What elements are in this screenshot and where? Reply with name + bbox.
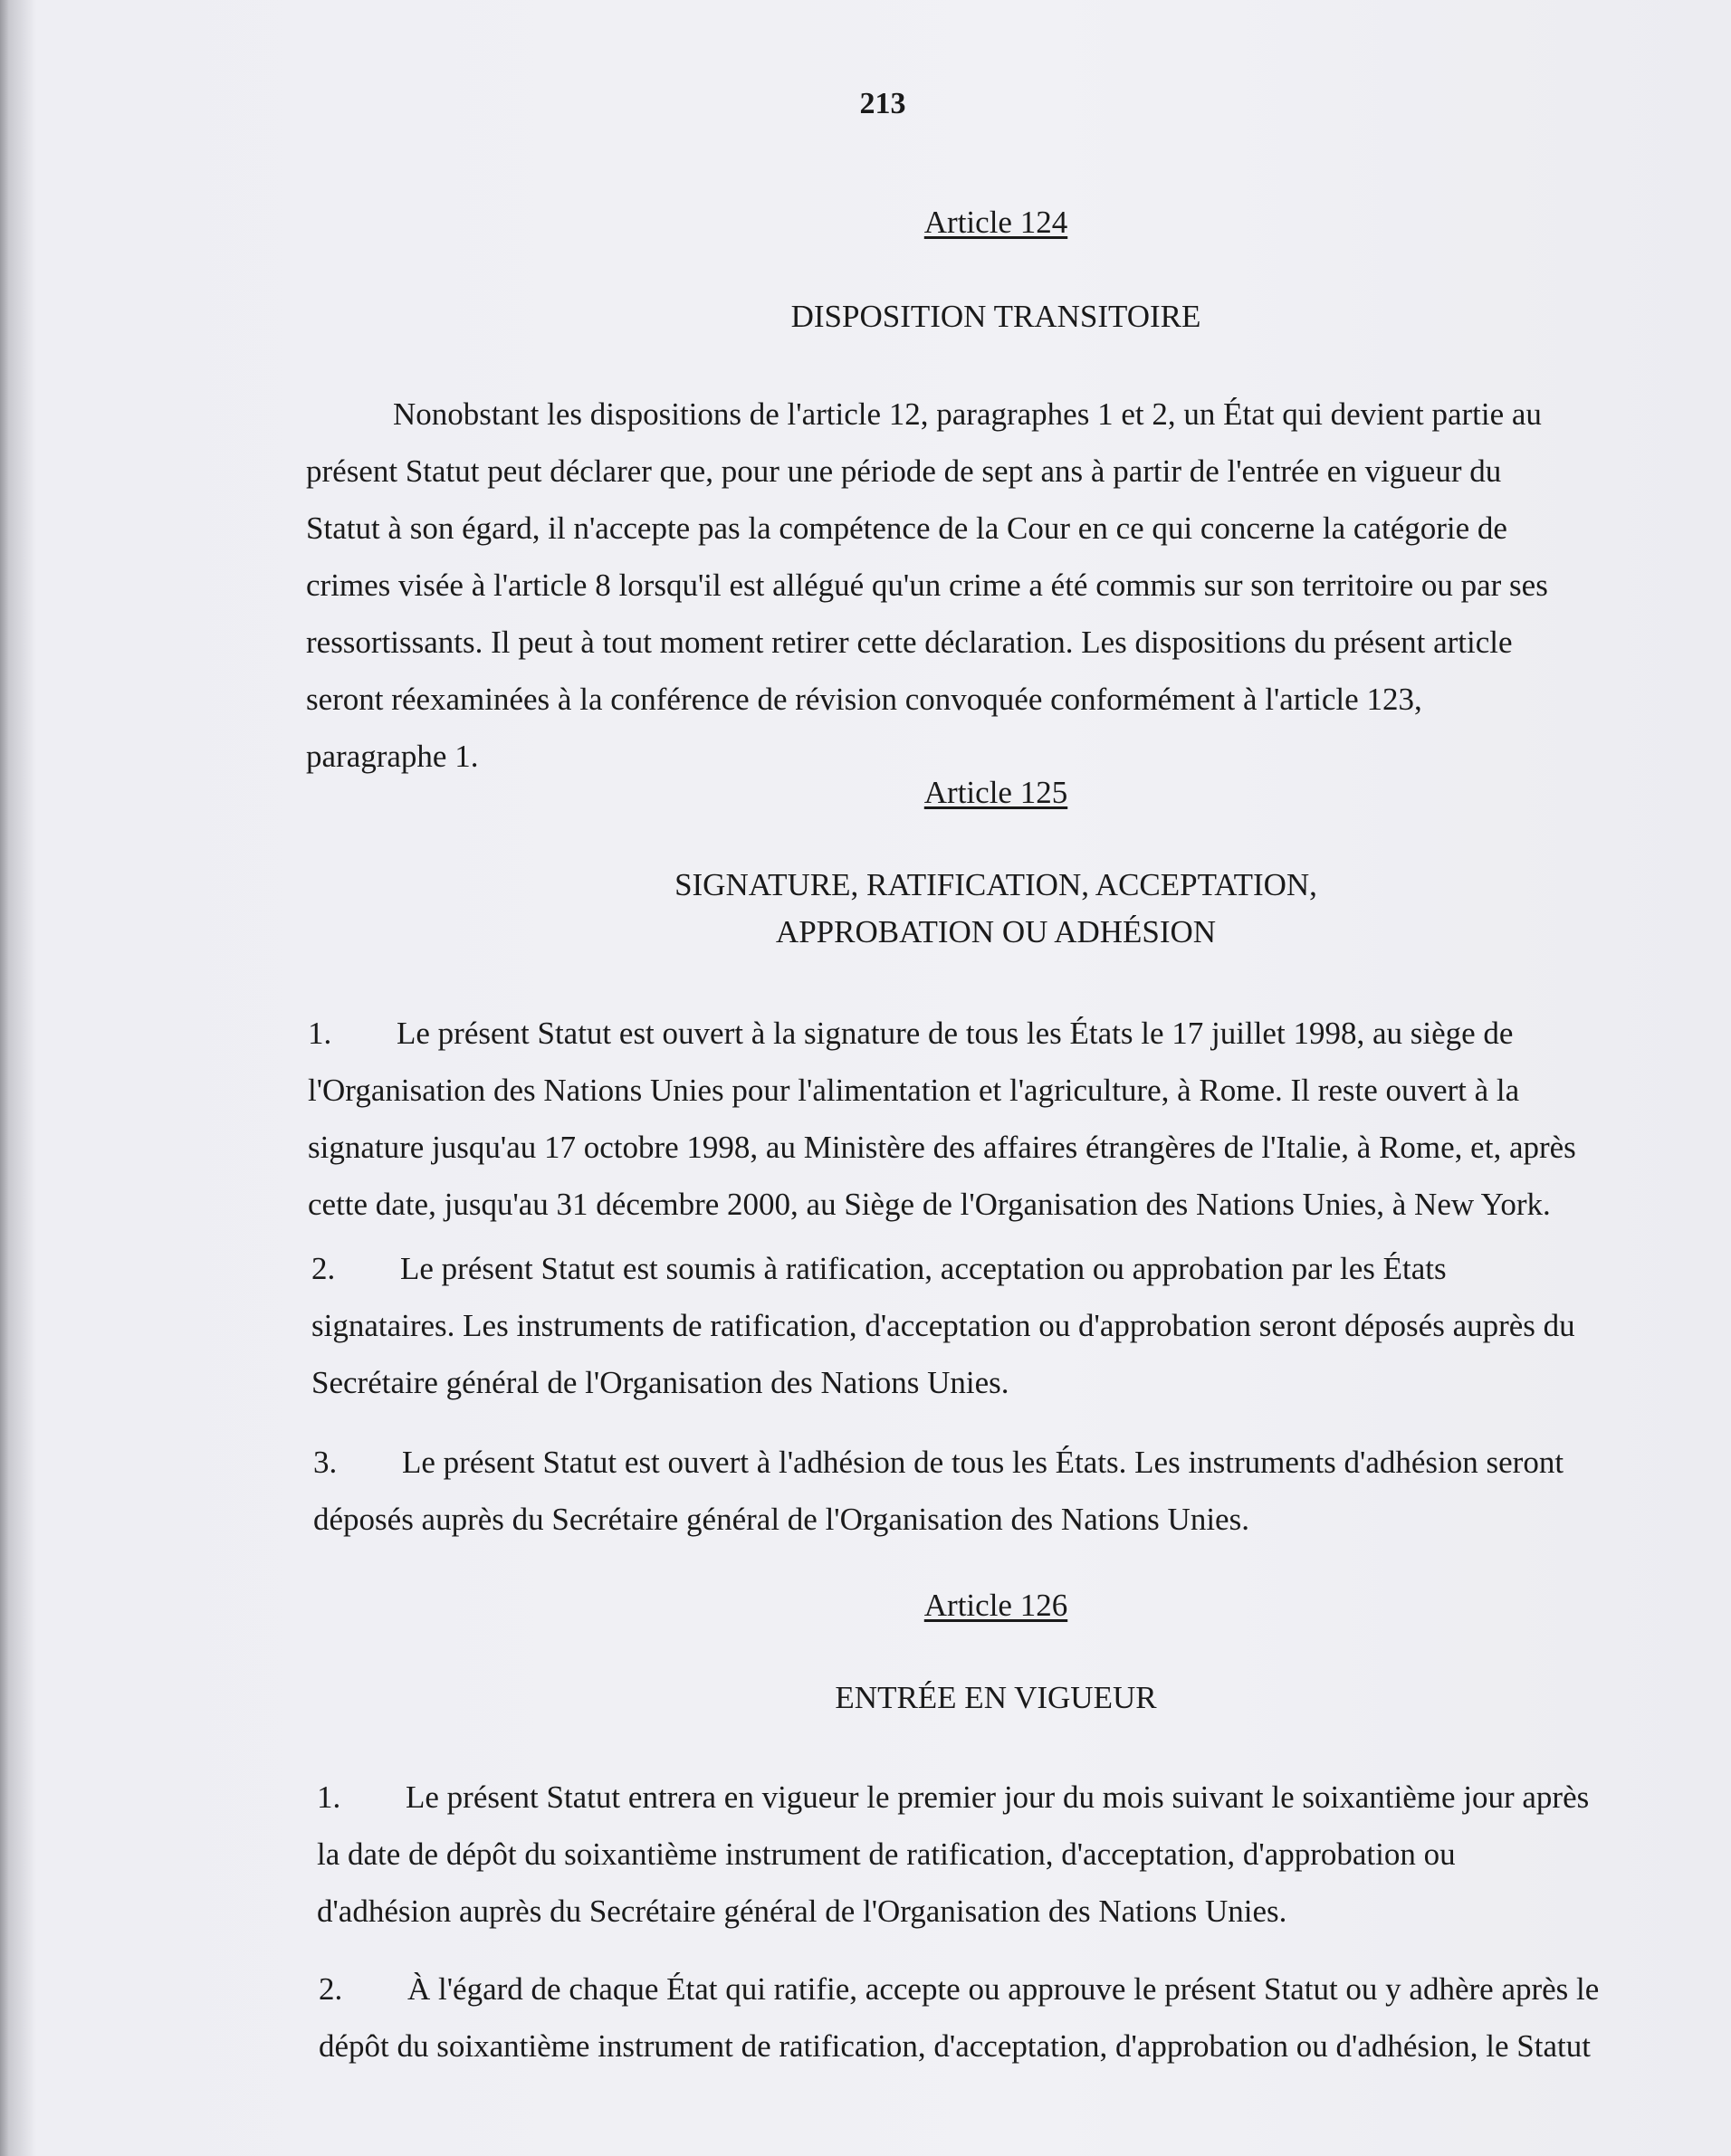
article-124-paragraph — [306, 386, 1700, 785]
text-line: dépôt du soixantième instrument de ratification, d'acceptation, d'approbation ou d'adhésion, le Statut — [319, 2028, 1591, 2064]
article-126-subtitle: ENTRÉE EN VIGUEUR — [835, 1680, 1157, 1715]
text-line: présent Statut peut déclarer que, pour une période de sept ans à partir de l'entrée en vigueur du — [306, 453, 1502, 489]
text-line: ressortissants. Il peut à tout moment retirer cette déclaration. Les dispositions du présent article — [306, 625, 1513, 660]
paragraph-number: 1. — [317, 1779, 341, 1815]
text-line: paragraphe 1. — [306, 739, 479, 774]
paragraph-number: 1. — [308, 1016, 332, 1051]
text-line: signature jusqu'au 17 octobre 1998, au Ministère des affaires étrangères de l'Italie, à Rome, et, après — [308, 1130, 1576, 1165]
article-126-title: Article 126 — [923, 1588, 1068, 1623]
article-125-paragraph-1 — [308, 1005, 1702, 1233]
article-126-paragraph-2 — [319, 1960, 1713, 2075]
article-125-title: Article 125 — [923, 775, 1068, 810]
text-line: 1. Le présent Statut entrera en vigueur le premier jour du mois suivant le soixantième jour après — [317, 1769, 1711, 1826]
article-125-paragraph-3 — [313, 1434, 1707, 1548]
paragraph-number: 3. — [313, 1445, 338, 1480]
article-125-paragraph-2 — [311, 1240, 1706, 1411]
text-line: seront réexaminées à la conférence de révision convoquée conformément à l'article 123, — [306, 682, 1422, 717]
text-line: crimes visée à l'article 8 lorsqu'il est allégué qu'un crime a été commis sur son territoire ou par ses — [306, 568, 1548, 603]
text-line: 2. Le présent Statut est soumis à ratification, acceptation ou approbation par les États — [311, 1240, 1706, 1297]
text-line: Secrétaire général de l'Organisation des Nations Unies. — [311, 1365, 1009, 1400]
article-124-title: Article 124 — [923, 205, 1068, 240]
text-line: cette date, jusqu'au 31 décembre 2000, au Siège de l'Organisation des Nations Unies, à New York. — [308, 1187, 1551, 1222]
text-line: 3. Le présent Statut est ouvert à l'adhésion de tous les États. Les instruments d'adhésion seront — [313, 1434, 1707, 1491]
text-line: l'Organisation des Nations Unies pour l'alimentation et l'agriculture, à Rome. Il reste ouvert à la — [308, 1073, 1520, 1108]
paragraph-number: 2. — [311, 1251, 336, 1286]
article-124-subtitle: DISPOSITION TRANSITOIRE — [790, 299, 1201, 334]
text-line: Statut à son égard, il n'accepte pas la compétence de la Cour en ce qui concerne la catégorie de — [306, 510, 1507, 546]
text-line: 1. Le présent Statut est ouvert à la signature de tous les États le 17 juillet 1998, au siège de — [308, 1005, 1702, 1062]
paragraph-number: 2. — [319, 1971, 343, 2007]
text-line: 2. À l'égard de chaque État qui ratifie, accepte ou approuve le présent Statut ou y adhère après le — [319, 1960, 1713, 2018]
text-line: déposés auprès du Secrétaire général de l'Organisation des Nations Unies. — [313, 1502, 1249, 1537]
page-number: 213 — [859, 87, 906, 120]
article-126-paragraph-1 — [317, 1769, 1711, 1940]
text-line: Nonobstant les dispositions de l'article 12, paragraphes 1 et 2, un État qui devient partie au — [393, 396, 1542, 432]
article-125-subtitle-line1: SIGNATURE, RATIFICATION, ACCEPTATION, — [674, 867, 1317, 902]
article-125-subtitle-line2: APPROBATION OU ADHÉSION — [775, 914, 1217, 949]
text-line: d'adhésion auprès du Secrétaire général de l'Organisation des Nations Unies. — [317, 1894, 1287, 1929]
text-line: signataires. Les instruments de ratification, d'acceptation ou d'approbation seront déposés auprès du — [311, 1308, 1575, 1343]
text-line: la date de dépôt du soixantième instrument de ratification, d'acceptation, d'approbation ou — [317, 1836, 1456, 1872]
